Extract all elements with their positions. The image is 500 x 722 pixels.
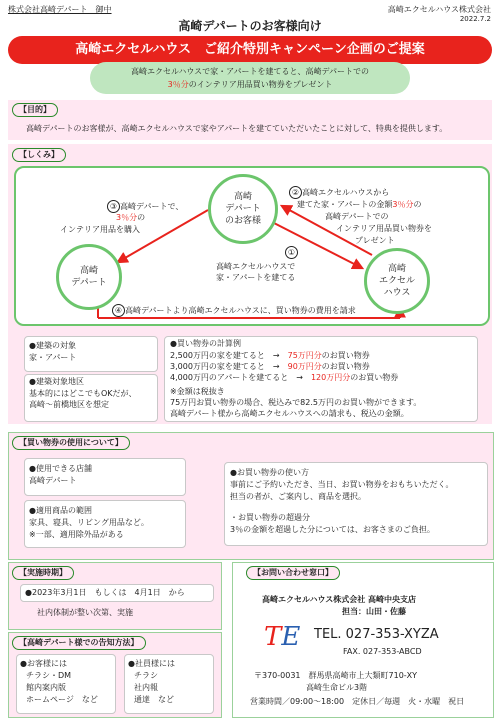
node-department-l1: 高崎 bbox=[79, 266, 98, 276]
purpose-label: 【目的】 bbox=[12, 103, 58, 117]
notice-staff-head: ●社員様には bbox=[128, 659, 175, 668]
step2-number: ② bbox=[289, 186, 302, 199]
step2-text-1: 高崎エクセルハウスから bbox=[302, 188, 390, 197]
step3-l3: インテリア用品を購入 bbox=[60, 225, 140, 234]
contact-tel[interactable]: TEL. 027-353-XYZA bbox=[314, 627, 439, 642]
step3-number: ③ bbox=[107, 200, 120, 213]
lead-line-1: 高崎エクセルハウスで家・アパートを建てると、高崎デパートでの bbox=[130, 67, 370, 76]
scope-head: ●適用商品の範囲 bbox=[29, 506, 92, 515]
node-customer-l3: のお客様 bbox=[224, 216, 261, 226]
howto-l1: 事前にご予約いただき、当日、お買い物券をおもちいただく。 bbox=[230, 480, 454, 489]
usage-label: 【買い物券の使用について】 bbox=[12, 436, 130, 450]
node-excelhouse-l3: ハウス bbox=[383, 288, 411, 298]
area-l2: 高崎～前橋地区を想定 bbox=[29, 400, 109, 409]
calc-note-l1: 75万円お買い物券の場合、税込みで82.5万円のお買い物ができます。 bbox=[170, 398, 422, 407]
calc-row-1 bbox=[170, 350, 370, 361]
step1-l1: 高崎エクセルハウスで bbox=[216, 262, 296, 271]
step2-highlight: 3％分 bbox=[392, 200, 414, 209]
step3-l2 bbox=[116, 212, 145, 223]
calc-note-l2: 高崎デパート様から高崎エクセルハウスへの請求も、税込の金額。 bbox=[170, 409, 409, 418]
howto-l2: 担当の者が、ご案内し、商品を選択。 bbox=[230, 492, 366, 501]
purpose-text: 高崎デパートのお客様が、高崎エクセルハウスで家やアパートを建てていただいたことに対して、特典を提供します。 bbox=[26, 124, 448, 133]
howto-l4: 3％の金額を超過した分については、お客さまのご負担。 bbox=[230, 525, 435, 534]
period-l1: ●2023年3月1日 もしくは 4月1日 から bbox=[25, 588, 185, 597]
stores-body: 高崎デパート bbox=[29, 476, 77, 485]
step1-l2: 家・アパートを建てる bbox=[216, 273, 296, 282]
step2-l4: インテリア用品買い物券を bbox=[336, 224, 432, 233]
scope-l1: 家具、寝具、リビング用品など。 bbox=[29, 518, 149, 527]
step4 bbox=[110, 304, 358, 317]
period-l2: 社内体制が整い次第、実施 bbox=[37, 608, 133, 617]
calc-note-head: ※金額は税抜き bbox=[170, 387, 225, 396]
contact-fax: FAX. 027-353-ABCD bbox=[343, 647, 422, 656]
step3-text-2: の bbox=[137, 213, 146, 222]
step2-text-2a: 建てた家・アパートの金額 bbox=[297, 200, 393, 209]
calc-row-2-a: 3,000万円の家を建てると → bbox=[170, 362, 288, 371]
step4-number: ④ bbox=[112, 304, 125, 317]
company-logo bbox=[264, 622, 300, 652]
notice-customer-item-1: チラシ・DM bbox=[26, 671, 72, 680]
node-excelhouse bbox=[364, 248, 430, 314]
step2-l2 bbox=[297, 199, 421, 210]
calc-row-1-c: のお買い物券 bbox=[321, 351, 370, 360]
step1-number-wrap bbox=[285, 246, 298, 259]
page-title: 高崎エクセルハウス ご紹介特別キャンペーン企画のご提案 bbox=[8, 36, 492, 64]
notice-label: 【高崎デパート様での告知方法】 bbox=[12, 636, 146, 650]
node-excelhouse-l2: エクセル bbox=[378, 276, 415, 286]
page-subtitle: 高崎デパートのお客様向け bbox=[178, 19, 322, 33]
target-head: ●建築の対象 bbox=[29, 341, 76, 350]
date: 2022.7.2 bbox=[459, 15, 491, 23]
addressee: 株式会社高崎デパート 御中 bbox=[8, 5, 112, 14]
node-department-l2: デパート bbox=[71, 278, 107, 288]
scope-l2: ※一部、適用除外品がある bbox=[29, 530, 124, 539]
lead-highlight: 3％分 bbox=[167, 80, 189, 89]
node-customer-l1: 高崎 bbox=[233, 192, 252, 202]
calc-row-2-c: のお買い物券 bbox=[321, 362, 370, 371]
contact-company: 高崎エクセルハウス株式会社 高崎中央支店 bbox=[262, 595, 416, 604]
step2-l1 bbox=[289, 186, 389, 199]
notice-customer-item-3: ホームページ など bbox=[26, 695, 98, 704]
area-head: ●建築対象地区 bbox=[29, 377, 84, 386]
step2-l3: 高崎デパートでの bbox=[325, 212, 389, 221]
lead-line-2-rest: のインテリア用品買い物券をプレゼント bbox=[188, 80, 333, 89]
calc-row-1-a: 2,500万円の家を建てると → bbox=[170, 351, 288, 360]
contact-hours: 営業時間／09:00～18:00 定休日／毎週 火・水曜 祝日 bbox=[250, 697, 465, 706]
logo-letter-t: T bbox=[264, 622, 282, 652]
step2-l5: プレゼント bbox=[355, 236, 395, 245]
notice-staff-item-1: チラシ bbox=[134, 671, 158, 680]
sender-company: 高崎エクセルハウス株式会社 bbox=[387, 5, 491, 14]
step1-number: ① bbox=[285, 246, 298, 259]
step4-text: 高崎デパートより高崎エクセルハウスに、買い物券の費用を請求 bbox=[125, 306, 356, 315]
notice-staff-item-2: 社内報 bbox=[134, 683, 158, 692]
contact-label: 【お問い合わせ窓口】 bbox=[246, 566, 340, 580]
calc-row-3 bbox=[170, 372, 398, 383]
notice-customer-item-2: 館内案内版 bbox=[26, 683, 66, 692]
calc-row-3-a: 4,000万円のアパートを建てると → bbox=[170, 373, 311, 382]
notice-customer-head: ●お客様には bbox=[20, 659, 67, 668]
howto-l3: ・お買い物券の超過分 bbox=[230, 513, 310, 522]
node-excelhouse-l1: 高崎 bbox=[387, 264, 406, 274]
stores-head: ●使用できる店舗 bbox=[29, 464, 92, 473]
node-department bbox=[56, 244, 122, 310]
calc-row-3-c: のお買い物券 bbox=[350, 373, 399, 382]
notice-staff-item-3: 通達 など bbox=[134, 695, 174, 704]
contact-address-1: 〒370-0031 群馬県高崎市上大類町710-XY bbox=[254, 671, 418, 680]
area-l1: 基本的にはどこでもOKだが、 bbox=[29, 389, 137, 398]
logo-letter-e: E bbox=[281, 622, 301, 652]
calc-row-3-amount: 120万円分 bbox=[310, 373, 351, 382]
step3-text-1: 高崎デパートで、 bbox=[120, 202, 184, 211]
step2-text-2b: の bbox=[413, 200, 422, 209]
calc-head: ●買い物券の計算例 bbox=[170, 339, 241, 348]
step3-highlight: 3％分 bbox=[116, 213, 138, 222]
contact-person: 担当：山田・佐藤 bbox=[342, 607, 406, 616]
node-customer-l2: デパート bbox=[225, 204, 261, 214]
mechanism-label: 【しくみ】 bbox=[12, 148, 66, 162]
period-label: 【実施時期】 bbox=[12, 566, 74, 580]
howto-head: ●お買い物券の使い方 bbox=[230, 468, 309, 477]
node-customer bbox=[208, 174, 278, 244]
contact-address-2: 高崎生命ビル3階 bbox=[306, 683, 368, 692]
calc-row-2 bbox=[170, 361, 370, 372]
calc-row-1-amount: 75万円分 bbox=[287, 351, 322, 360]
calc-row-2-amount: 90万円分 bbox=[287, 362, 322, 371]
target-body: 家・アパート bbox=[29, 353, 77, 362]
